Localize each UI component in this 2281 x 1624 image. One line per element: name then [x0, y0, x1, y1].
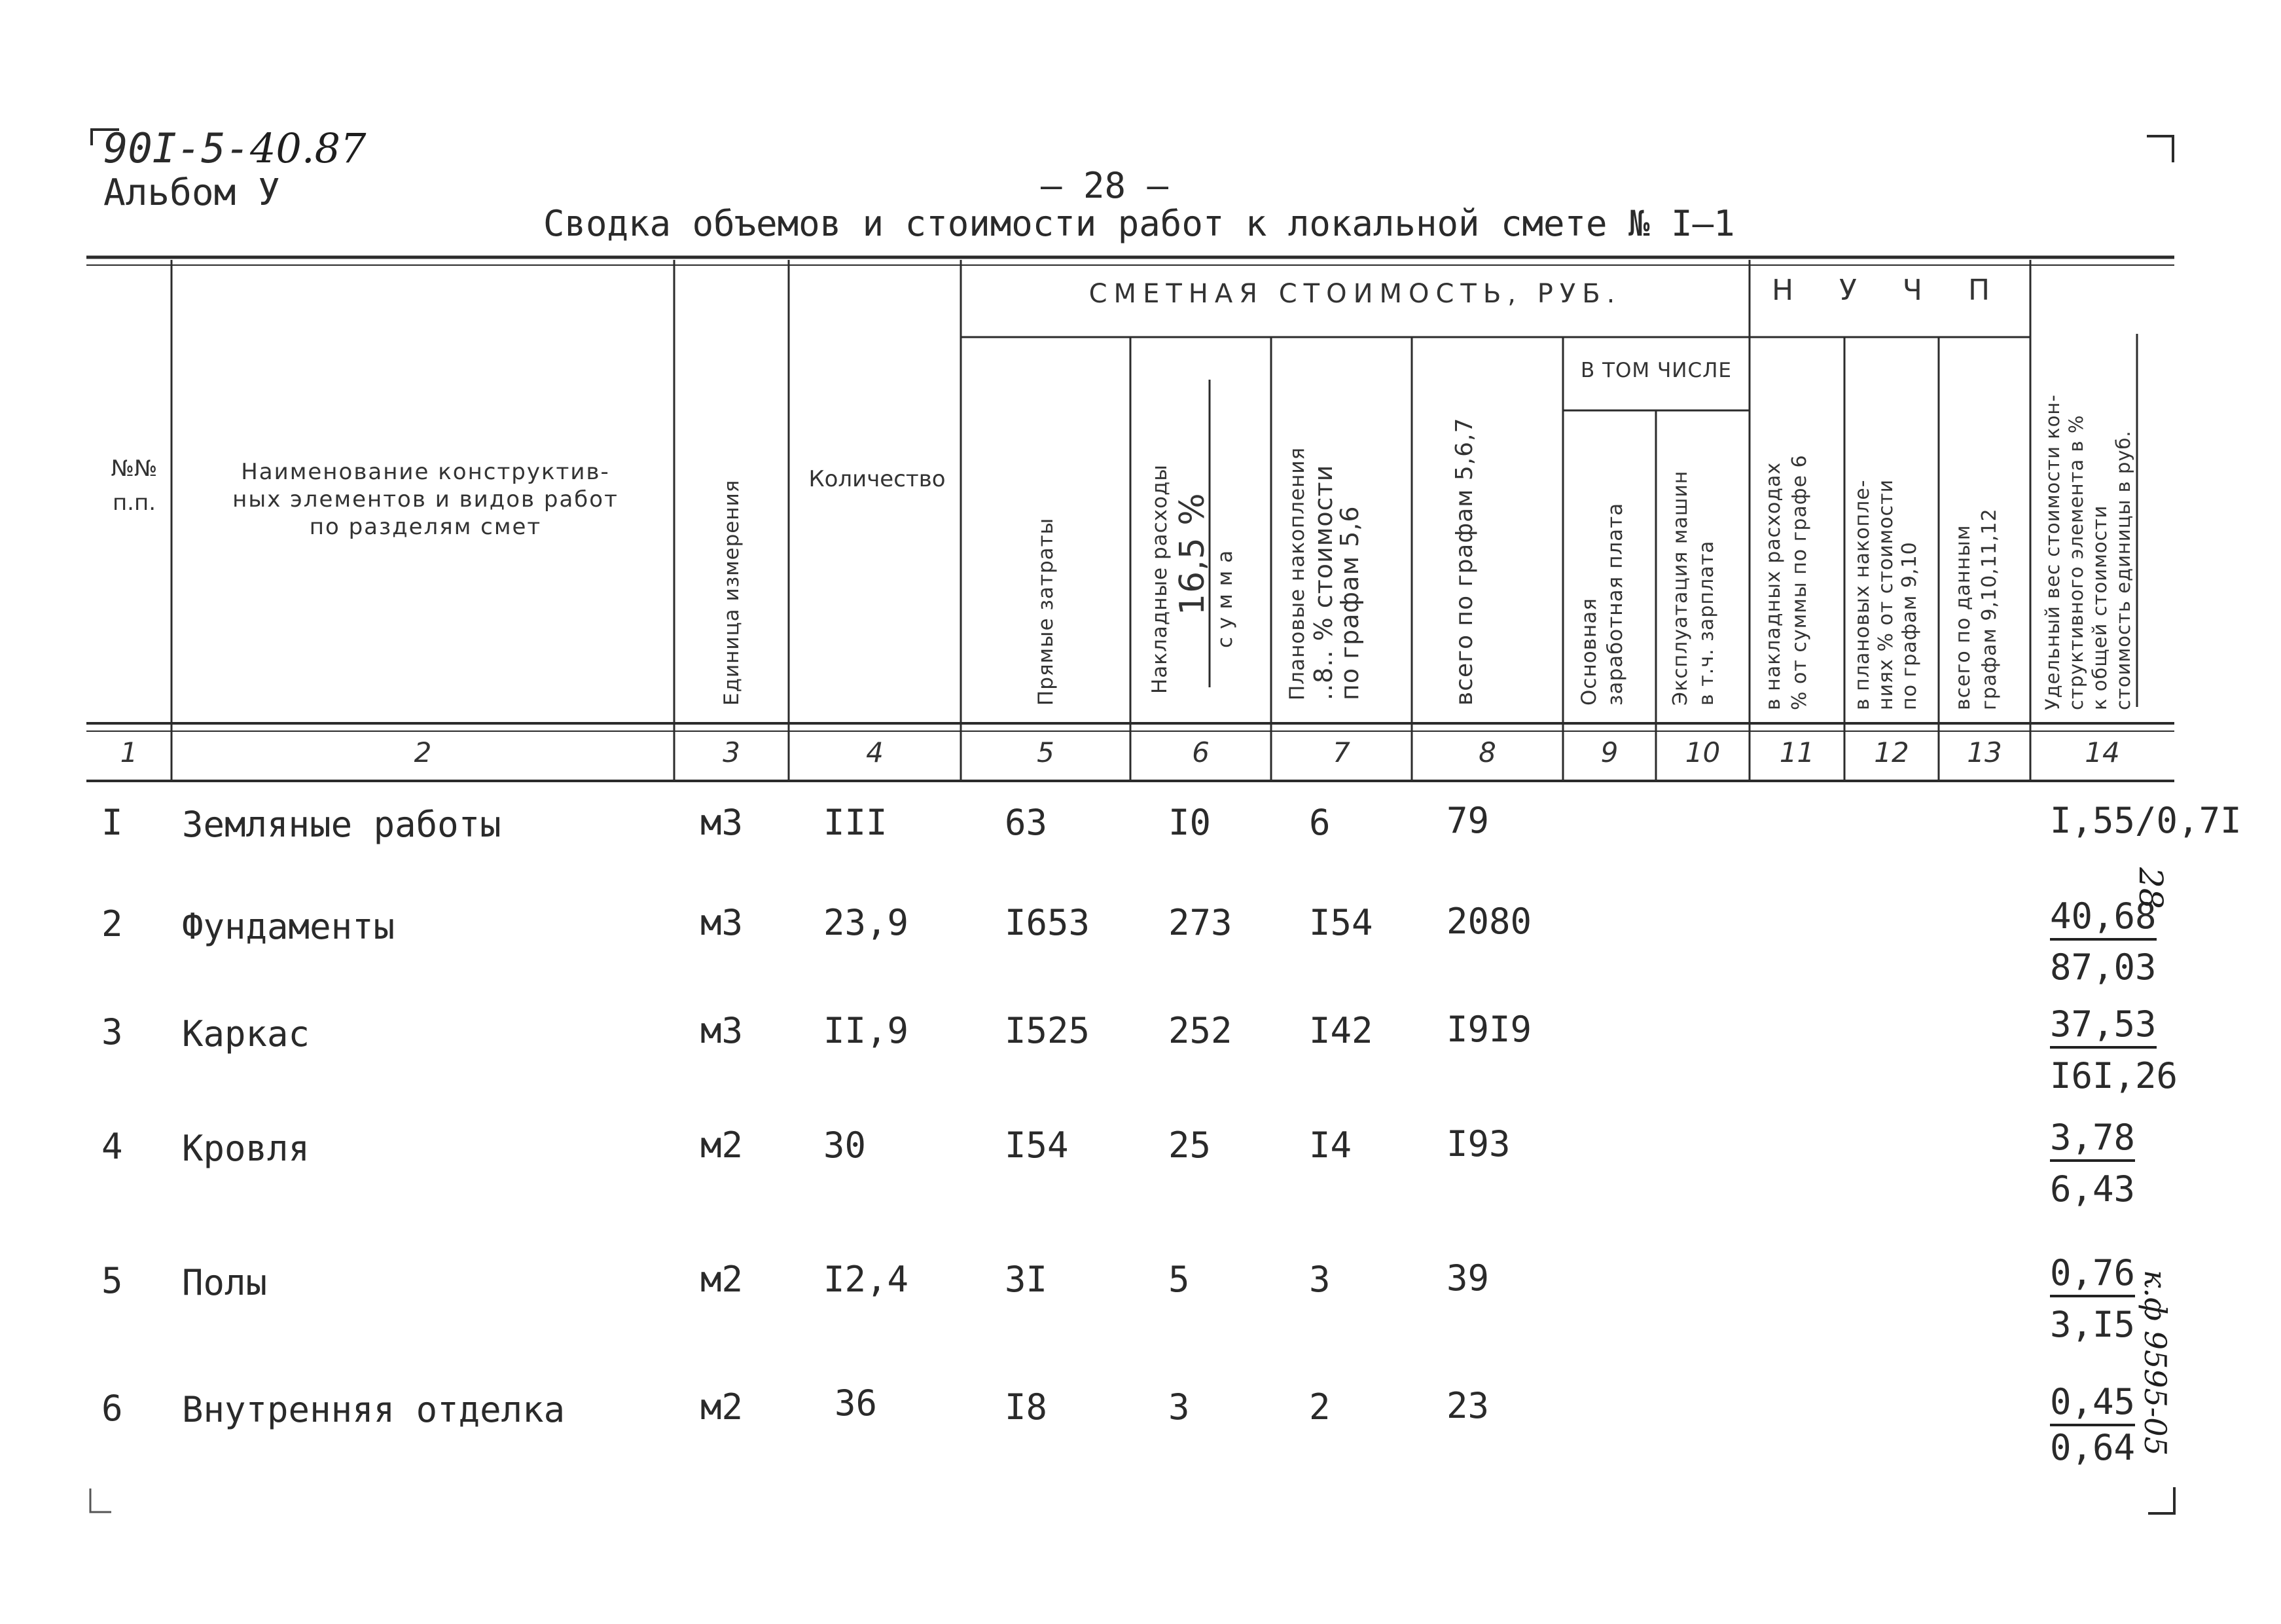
col-number-12: 12 [1874, 736, 1909, 768]
row-name: Внутренняя отделка [182, 1389, 566, 1430]
header-col-share [2041, 394, 2135, 710]
row-direct-costs: I8 [1005, 1386, 1048, 1428]
col-number-4: 4 [866, 736, 884, 768]
header-col-wages-line1: Основная [1577, 598, 1601, 706]
header-col-overhead [1147, 464, 1238, 694]
row-share-percent: 0,45 [2050, 1381, 2135, 1426]
corner-mark-top-right [2147, 136, 2173, 162]
row-unit: м2 [700, 1125, 744, 1166]
row-name: Фундаменты [182, 906, 395, 947]
row-direct-costs: I54 [1005, 1125, 1069, 1166]
header-col-planned-line2: ..8.. % стоимости [1309, 464, 1338, 700]
row-quantity: III [823, 802, 888, 843]
header-col-machines-line1: Эксплуатация машин [1669, 470, 1692, 706]
col-number-3: 3 [723, 736, 740, 768]
row-name: Земляные работы [182, 804, 501, 845]
row-overhead: 25 [1168, 1125, 1212, 1166]
row-direct-costs: 3I [1005, 1259, 1048, 1300]
header-col-overhead-line1: Накладные расходы [1148, 464, 1172, 694]
corner-mark-bottom-left [85, 1486, 124, 1519]
row-quantity: 30 [823, 1125, 867, 1166]
row-share-percent: 0,76 [2050, 1252, 2135, 1297]
margin-page-mark: 28 [2132, 867, 2170, 909]
header-col-number [98, 452, 170, 520]
page-number: – 28 – [1041, 165, 1169, 206]
row-total: 79 [1446, 800, 1490, 841]
header-col-name-line3: по разделям смет [309, 514, 542, 540]
header-col-total: всего по графам 5,6,7 [1451, 417, 1478, 706]
row-share-unit-cost: 0,64 [2050, 1427, 2136, 1468]
row-name: Каркас [182, 1013, 310, 1055]
header-col-unit: Единица измерения [720, 479, 744, 706]
header-col-planned-line1: Плановые накопления [1285, 446, 1309, 700]
row-total: 23 [1446, 1385, 1490, 1426]
header-col-planned [1284, 447, 1363, 700]
header-col-quantity: Количество [808, 466, 946, 492]
header-col-share-line2: структивного элемента в % [2065, 414, 2087, 710]
header-col-direct-costs: Прямые затраты [1034, 517, 1058, 706]
col-number-10: 10 [1685, 736, 1721, 768]
header-col-nuchp-overhead [1761, 454, 1813, 710]
header-col-nuchp-overhead-line1: в накладных расходах [1762, 461, 1785, 710]
row-unit: м2 [700, 1386, 744, 1428]
row-quantity: 36 [835, 1382, 878, 1424]
row-unit: м3 [700, 1010, 744, 1051]
row-name: Полы [182, 1262, 268, 1303]
row-direct-costs: I653 [1005, 902, 1090, 943]
row-share-percent: 3,78 [2050, 1117, 2135, 1162]
header-col-nuchp-planned-line2: ниях % от стоимости [1875, 478, 1897, 710]
header-col-nuchp-planned-line1: в плановых накопле- [1851, 479, 1874, 710]
header-col-nuchp-overhead-line2: % от суммы по графе 6 [1788, 454, 1811, 710]
header-col-share-line4: стоимость единицы в руб. [2112, 430, 2134, 710]
margin-archive-number: к.ф 9595-05 [2138, 1270, 2173, 1456]
row-overhead: 252 [1168, 1010, 1232, 1051]
col-number-9: 9 [1600, 736, 1619, 768]
header-col-overhead-sum: сумма [1213, 542, 1237, 648]
row-number: 3 [101, 1011, 123, 1053]
header-col-nuchp-total-line1: всего по данным [1952, 524, 1975, 710]
album-label: Альбом У [103, 171, 280, 214]
row-total: 39 [1446, 1257, 1490, 1299]
row-number: 4 [101, 1126, 123, 1167]
row-share-unit-cost: 87,03 [2050, 947, 2157, 988]
header-col-overhead-rate: 16,5 % [1173, 492, 1212, 615]
col-number-5: 5 [1037, 736, 1054, 768]
header-col-nuchp-total-line2: графам 9,10,11,12 [1978, 508, 2001, 710]
document-code-prefix: 90I-5- [103, 124, 250, 172]
header-col-number-line1: №№ [111, 456, 158, 482]
document-code-suffix: 40.87 [249, 124, 367, 172]
col-number-1: 1 [120, 736, 138, 768]
row-planned: 2 [1309, 1386, 1331, 1428]
document-code [103, 124, 366, 172]
row-number: 2 [101, 903, 123, 945]
row-overhead: 3 [1168, 1386, 1190, 1428]
row-unit: м2 [700, 1259, 744, 1300]
row-number: 6 [101, 1388, 123, 1429]
row-name: Кровля [182, 1128, 310, 1169]
row-overhead: I0 [1168, 802, 1212, 843]
row-quantity: 23,9 [823, 902, 909, 943]
row-direct-costs: 63 [1005, 802, 1048, 843]
row-planned: 6 [1309, 802, 1331, 843]
row-share-unit-cost: 3,I5 [2050, 1304, 2136, 1345]
row-share-percent: 40,68 [2050, 895, 2157, 941]
row-share-percent: 37,53 [2050, 1003, 2157, 1049]
row-quantity: II,9 [823, 1010, 909, 1051]
row-planned: I4 [1309, 1125, 1352, 1166]
header-col-machines-line2: в т.ч. зарплата [1695, 540, 1718, 706]
header-col-wages-line2: заработная плата [1604, 502, 1627, 706]
row-number: 5 [101, 1260, 123, 1301]
header-col-name [177, 458, 674, 541]
row-unit: м3 [700, 902, 744, 943]
row-share: I,55/0,7I [2050, 800, 2242, 841]
row-quantity: I2,4 [823, 1259, 909, 1300]
header-col-machines [1668, 471, 1720, 706]
col-number-14: 14 [2085, 736, 2120, 768]
row-planned: I42 [1309, 1010, 1373, 1051]
row-total: I9I9 [1446, 1009, 1532, 1050]
page-title: Сводка объемов и стоимости работ к локальной смете № I–1 [543, 203, 1735, 244]
header-cost-group: СМЕТНАЯ СТОИМОСТЬ, РУБ. [1088, 279, 1622, 309]
row-total: I93 [1446, 1123, 1511, 1164]
header-col-nuchp-planned [1851, 479, 1922, 710]
header-nuchp-group: Н У Ч П [1771, 274, 2009, 307]
row-overhead: 273 [1168, 902, 1232, 943]
header-col-name-line1: Наименование конструктив- [241, 459, 610, 485]
row-share-unit-cost: I6I,26 [2050, 1055, 2178, 1096]
col-number-7: 7 [1333, 736, 1350, 768]
row-number: I [101, 802, 123, 843]
header-col-name-line2: ных элементов и видов работ [232, 486, 619, 513]
col-number-8: 8 [1479, 736, 1496, 768]
col-number-11: 11 [1779, 736, 1815, 768]
header-col-nuchp-planned-line3: по графам 9,10 [1898, 541, 1921, 710]
row-planned: 3 [1309, 1259, 1331, 1300]
header-col-nuchp-total [1950, 508, 2003, 710]
header-including: В ТОМ ЧИСЛЕ [1580, 359, 1733, 382]
col-number-13: 13 [1967, 736, 2002, 768]
col-number-2: 2 [414, 736, 432, 768]
row-overhead: 5 [1168, 1259, 1190, 1300]
row-unit: м3 [700, 802, 744, 843]
header-col-share-line3: к общей стоимости [2089, 505, 2111, 710]
row-share-unit-cost: 6,43 [2050, 1168, 2136, 1210]
header-col-share-line1: Удельный вес стоимости кон- [2041, 394, 2064, 710]
header-col-number-line2: п.п. [112, 490, 156, 516]
row-direct-costs: I525 [1005, 1010, 1090, 1051]
corner-mark-bottom-right [2148, 1487, 2174, 1513]
header-col-planned-line3: по графам 5,6 [1335, 505, 1364, 700]
header-col-wages [1576, 503, 1628, 706]
row-planned: I54 [1309, 902, 1373, 943]
row-total: 2080 [1446, 901, 1532, 942]
col-number-6: 6 [1192, 736, 1210, 768]
